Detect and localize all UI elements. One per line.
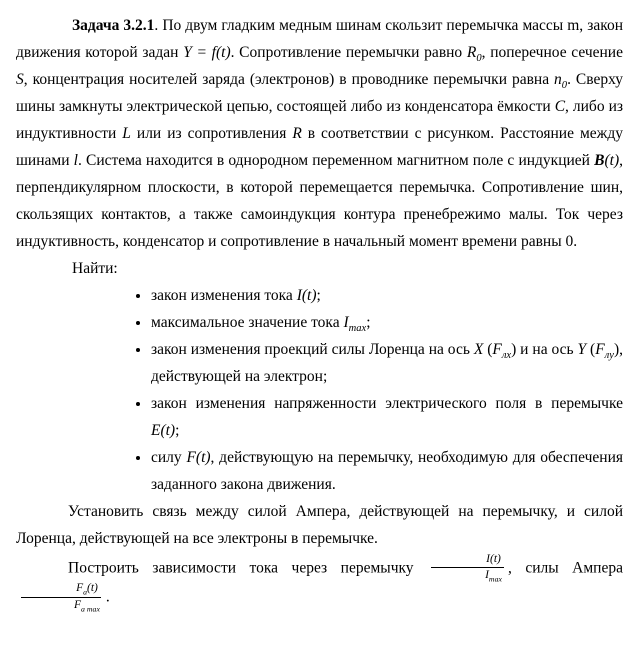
variable-inductance-l: L	[122, 125, 131, 142]
list-item-lorentz-projections	[151, 336, 623, 390]
subscript: лx	[501, 350, 512, 362]
variable-current-it: I(t)	[296, 287, 317, 304]
find-list	[16, 282, 623, 498]
text-run: , силы Ампера	[507, 559, 623, 577]
subscript: а max	[81, 603, 100, 613]
text-run: силу	[151, 449, 187, 466]
fraction-denominator	[430, 568, 505, 582]
subscript: 0	[561, 80, 568, 92]
variable-law-of-motion: Y = f(t)	[183, 44, 231, 61]
variable-axis-y: Y	[577, 341, 587, 358]
text-run: . По двум гладким медным шинам скользит перемычка массы m, закон движения которой задан	[16, 17, 623, 61]
variable-flx: F	[492, 341, 502, 358]
text-run: .	[105, 588, 110, 606]
list-item-field-law	[151, 390, 623, 444]
variable-resistance-r0: R	[466, 44, 477, 61]
subscript: max	[488, 574, 502, 584]
paragraph-problem-statement	[16, 12, 623, 255]
variable-distance-l: l	[73, 152, 78, 169]
variable-imax: I	[343, 314, 349, 331]
text-run: , либо из индуктивности	[16, 98, 623, 142]
subscript: max	[348, 323, 367, 335]
text-run: ), действующей на электрон;	[151, 341, 623, 385]
variable-cross-section-s: S	[16, 71, 24, 88]
text-run: , перпендикулярном плоскости, в которой перемещается перемычка. Сопротивление шин, скользящих контактов, а также самоиндукция контура пренебрежимо малы. Ток через индуктивность, конденсатор и сопротивление в начальный момент времени равны 0.	[16, 152, 623, 250]
list-item-force-ft	[151, 444, 623, 498]
text-run: . Сопротивление перемычки равно	[230, 44, 467, 61]
find-label: Найти:	[72, 260, 118, 277]
text-run: , поперечное сечение	[481, 44, 623, 61]
text-run: (	[483, 341, 493, 358]
fraction-ampere-ratio	[19, 582, 103, 611]
text-run: (t)	[87, 582, 98, 595]
variable-axis-x: X	[473, 341, 484, 358]
text-run: закон изменения тока	[151, 287, 297, 304]
problem-title: Задача 3.2.1	[72, 17, 155, 34]
subscript: а	[83, 587, 87, 597]
variable-i: I	[486, 553, 490, 565]
variable-induction-b: B	[594, 152, 605, 169]
text-run: . Сверху шины замкнуты электрической цепью, состоящей либо из конденсатора ёмкости	[16, 71, 624, 115]
variable-force-ft: F(t)	[186, 449, 211, 466]
text-run: закон изменения проекций силы Лоренца на ось	[151, 341, 474, 358]
fraction-numerator	[431, 553, 504, 568]
fraction-numerator	[21, 582, 101, 597]
text-run: или из сопротивления	[130, 125, 293, 142]
variable-concentration-n0: n	[554, 71, 562, 88]
text-run: ;	[316, 287, 321, 304]
text-run: , действующую на перемычку, необходимую для обеспечения заданного закона движения.	[151, 449, 623, 493]
variable-capacitance-c: C	[554, 98, 566, 115]
text-run: ;	[366, 314, 371, 331]
list-item-max-current	[151, 309, 623, 336]
text-run: (t)	[490, 553, 501, 565]
variable-fly: F	[595, 341, 605, 358]
paragraph-ampere-lorentz	[16, 498, 623, 552]
variable-f: F	[76, 582, 84, 595]
text-run: ) и на ось	[511, 341, 578, 358]
list-item-current-law	[151, 282, 623, 309]
variable-f: F	[74, 598, 82, 611]
text-run: ;	[175, 422, 180, 439]
variable-induction-bt: (t)	[604, 152, 620, 169]
variable-resistance-r: R	[292, 125, 302, 142]
text-run: , концентрация носителей заряда (электронов) в проводнике перемычки равна	[23, 71, 555, 88]
text-run: Построить зависимости тока через перемычку	[68, 559, 428, 577]
subscript: лy	[604, 350, 614, 362]
text-run: Установить связь между силой Ампера, действующей на перемычку, и силой Лоренца, действующей на все электроны в перемычке.	[16, 503, 623, 547]
text-run: . Система находится в однородном переменном магнитном поле с индукцией	[77, 152, 595, 169]
fraction-denominator	[19, 598, 103, 612]
variable-i: I	[485, 569, 489, 582]
fraction-current-ratio	[430, 553, 505, 582]
text-run: закон изменения напряженности электрического поля в перемычке	[151, 395, 623, 412]
paragraph-plot-task	[16, 554, 623, 613]
variable-field-et: E(t)	[151, 422, 176, 439]
paragraph-find-label	[16, 255, 623, 282]
text-run: в соответствии с рисунком. Расстояние между шинами	[16, 125, 623, 169]
text-run: (	[586, 341, 596, 358]
text-run: максимальное значение тока	[151, 314, 344, 331]
subscript: 0	[476, 53, 482, 65]
